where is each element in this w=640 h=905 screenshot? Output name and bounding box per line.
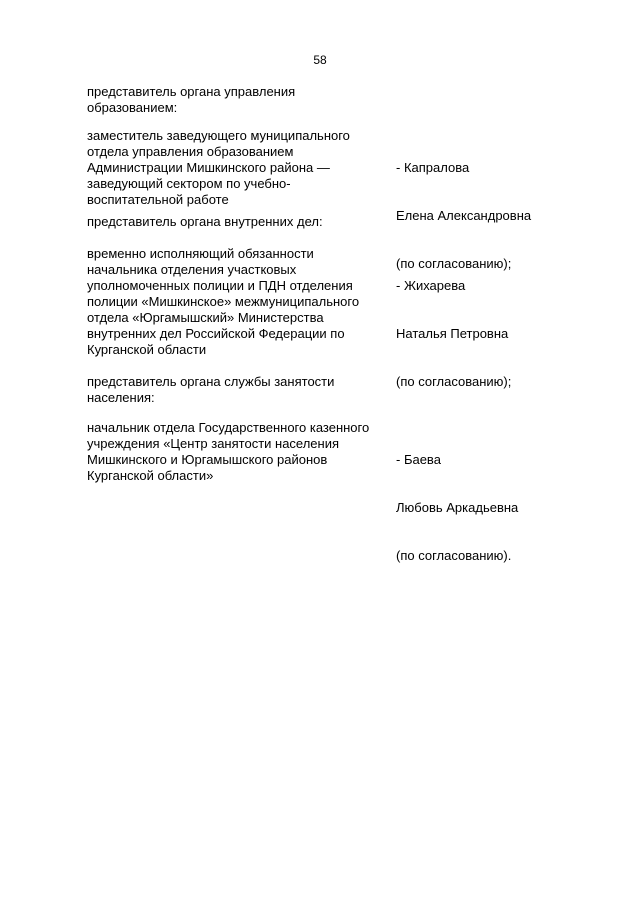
position-line: полиции «Мишкинское» межмуниципального xyxy=(87,294,360,309)
person-line: Елена Александровна xyxy=(396,208,532,223)
person-line: - Баева xyxy=(396,452,441,467)
position-line: Курганской области xyxy=(87,342,207,357)
position-line: временно исполняющий обязанности xyxy=(87,246,314,261)
position-internal-affairs xyxy=(87,246,359,358)
position-line: начальника отделения участковых xyxy=(87,262,297,277)
position-line: воспитательной работе xyxy=(87,192,229,207)
person-line: Любовь Аркадьевна xyxy=(396,500,519,515)
position-line: Мишкинского и Юргамышского районов xyxy=(87,452,328,467)
person-line: (по согласованию). xyxy=(396,548,512,563)
person-line: - Жихарева xyxy=(396,278,466,293)
position-line: отдела управления образованием xyxy=(87,144,294,159)
heading-line: представитель органа службы занятости xyxy=(87,374,335,389)
person-baeva xyxy=(396,420,518,580)
heading-employment-service xyxy=(87,374,334,406)
heading-line: образованием: xyxy=(87,100,178,115)
heading-line: населения: xyxy=(87,390,155,405)
position-line: уполномоченных полиции и ПДН отделения xyxy=(87,278,353,293)
position-line: учреждения «Центр занятости населения xyxy=(87,436,340,451)
position-line: заведующий сектором по учебно- xyxy=(87,176,291,191)
person-line: Наталья Петровна xyxy=(396,326,509,341)
person-line: (по согласованию); xyxy=(396,374,512,389)
position-line: Курганской области» xyxy=(87,468,214,483)
page-number: 58 xyxy=(313,53,327,67)
position-employment-service xyxy=(87,420,369,484)
position-line: заместитель заведующего муниципального xyxy=(87,128,350,143)
person-line: - Капралова xyxy=(396,160,470,175)
position-line: отдела «Юргамышский» Министерства xyxy=(87,310,324,325)
heading-line: представитель органа управления xyxy=(87,84,296,99)
heading-education xyxy=(87,84,295,116)
position-education xyxy=(87,128,350,208)
person-zhikhareva xyxy=(396,246,511,406)
position-line: начальник отдела Государственного казенного xyxy=(87,420,370,435)
position-line: Администрации Мишкинского района — xyxy=(87,160,330,175)
heading-internal-affairs xyxy=(87,214,323,230)
position-line: внутренних дел Российской Федерации по xyxy=(87,326,345,341)
person-line: (по согласованию); xyxy=(396,256,512,271)
heading-line: представитель органа внутренних дел: xyxy=(87,214,323,229)
